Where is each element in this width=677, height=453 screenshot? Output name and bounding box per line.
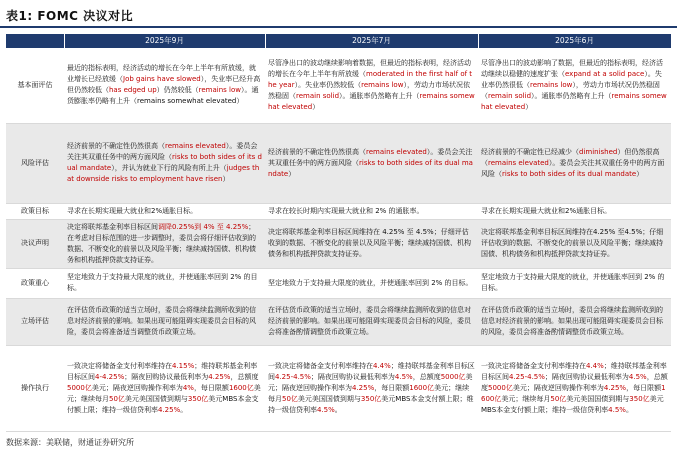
table-title: 表1: FOMC 决议对比 [6, 9, 134, 23]
cell-text: ）。通胀率仍然略有上升（ [531, 91, 612, 100]
cell-text: 美元美国国债到期与 [566, 394, 630, 403]
row-label: 风险评估 [6, 123, 64, 203]
highlighted-text: 4.5% [394, 372, 413, 381]
cell-text: 美元；继续每月 [67, 383, 261, 403]
table-row [6, 123, 671, 203]
cell-text: 美元美国国债到期与 [124, 394, 188, 403]
table-cell [64, 219, 265, 268]
highlighted-text: risks to both sides of its dual mandate [502, 169, 637, 178]
highlighted-text: has edged up [109, 86, 157, 95]
cell-text: ）但仍然很高（ [481, 147, 660, 167]
table-cell [265, 298, 478, 345]
cell-text: 美元MBS本金支付额上限；维持一级信贷利率 [268, 394, 474, 414]
cell-text: 经济前景的不确定性已经减少（ [481, 147, 579, 156]
table-cell [265, 268, 478, 298]
cell-text: 美元MBS本金支付额上限；维持一级信贷利率 [67, 394, 259, 414]
cell-text: 决定将联邦基金利率目标区间维持在 4.25% 至 4.5%； [268, 228, 441, 236]
source-note: 数据来源：美联储，财通证券研究所 [6, 438, 134, 447]
cell-text: 一致决定将储备金支付利率维持在 [481, 361, 586, 370]
cell-text: ，每日限额 [193, 383, 229, 392]
table-row [6, 298, 671, 345]
highlighted-text: moderated in the first half of the year [268, 69, 473, 89]
table-row [6, 203, 671, 219]
cell-text: ）。失业率仍然较低（ [294, 80, 362, 89]
highlighted-text: remain solid [488, 91, 532, 100]
highlighted-text: 4.25% [352, 383, 375, 392]
cell-text: ，总额度 [412, 372, 441, 381]
cell-text: ）仍然较低（ [156, 86, 199, 95]
row-label: 基本面评估 [6, 48, 64, 123]
highlighted-text: 50亿 [109, 394, 125, 403]
table-cell [478, 345, 671, 431]
cell-text: 一致决定将储备金支付利率维持在 [67, 361, 172, 370]
cell-text: 尽管净出口的波动影响了数据，但最近的指标表明，经济活动继续以稳健的速度扩张（ [481, 58, 663, 78]
cell-text: 在评估货币政策的适当立场时，委员会将继续监测所收到的信息对经济前景的影响。如果出现可能阻碍实现委员会目标的风险，委员会将准备酌情调整货币政策立场。 [268, 306, 471, 336]
highlighted-text: remains low [361, 80, 404, 89]
cell-text: ） [312, 102, 320, 111]
table-cell [478, 123, 671, 203]
highlighted-text: judges that downside risks to employment have risen [67, 164, 260, 183]
highlighted-text: 4.25-4.5% [275, 372, 311, 381]
cell-text: 。 [625, 405, 633, 414]
fomc-comparison-table [6, 34, 672, 432]
cell-text: ，总额度 [481, 372, 668, 392]
highlighted-text: 1600亿 [409, 383, 435, 392]
cell-text: 寻求在长期实现最大就业和2%通胀目标。 [481, 206, 612, 215]
header-2025-07: 2025年7月 [265, 34, 478, 48]
table-cell [478, 268, 671, 298]
highlighted-text: 4.25% [603, 383, 627, 392]
table-cell [64, 268, 265, 298]
highlighted-text: 1600亿 [228, 383, 254, 392]
highlighted-text: 5000亿 [488, 383, 513, 392]
highlighted-text: 4.25% [158, 405, 181, 414]
cell-text: 最近的指标表明，经济活动的增长在今年上半年有所放缓，就业增长已经放缓（ [67, 64, 256, 84]
cell-text: ；维持联邦基金利率目标区间 [481, 361, 667, 381]
cell-text: ）。通货膨胀率仍略有上升（remains somewhat elevated） [67, 86, 259, 106]
cell-text: 美元；隔夜逆回购操作利率为 [512, 383, 604, 392]
table-cell [265, 48, 478, 123]
highlighted-text: 4-4.25% [95, 372, 125, 381]
cell-text: ） [525, 102, 533, 111]
highlighted-text: diminished [579, 147, 618, 156]
cell-text: ），并认为就业下行的风险有所上升（ [111, 164, 227, 172]
cell-text: 坚定地致力于支持最大限度的就业，并使通胀率回到 2% 的目标。 [67, 273, 258, 292]
cell-text: 经济前景的不确定性仍然很高（ [67, 142, 165, 150]
highlighted-text: risks to both sides of its dual mandate [67, 153, 262, 172]
highlighted-text: 4% [182, 383, 194, 392]
cell-text: ） [288, 169, 296, 178]
cell-text: ；隔夜回购协议最低利率为 [124, 372, 209, 381]
cell-text: 美元；继续每月 [501, 394, 551, 403]
highlighted-text: 5000亿 [440, 372, 466, 381]
table-row [6, 219, 671, 268]
cell-text: ，每日限额 [374, 383, 410, 392]
cell-text: 美元MBS本金支付额上限；维持一级信贷利率 [481, 394, 664, 414]
cell-text: 仔细评估收到的数据、不断变化的前景以及风险平衡；继续减持国债、机构债务和机构抵押贷款支持证券。 [268, 228, 471, 258]
highlighted-text: 50亿 [282, 394, 298, 403]
cell-text: 寻求在较长时期内实现最大就业和 2% 的通胀率。 [268, 206, 424, 215]
highlighted-text: remain solid [296, 91, 340, 100]
highlighted-text: 4.4% [586, 361, 604, 370]
table-cell [265, 203, 478, 219]
cell-text: ） [636, 169, 644, 178]
table-row [6, 345, 671, 431]
cell-text: 决定将联邦基金利率目标区间 [67, 222, 158, 231]
cell-text: ）。委员会关注其双重任务中的两方面风险（ [67, 142, 258, 161]
table-row [6, 48, 671, 123]
table-cell [64, 345, 265, 431]
cell-text: 一致决定将储备金支付利率维持在 [268, 361, 373, 370]
header-2025-06: 2025年6月 [478, 34, 671, 48]
cell-text: ；在考虑对目标范围的进一步调整时，委员会将仔细评估收到的数据、不断变化的前景以及风险平衡；继续减持国债、机构债务和机构抵押贷款支持证券。 [67, 222, 256, 264]
header-2025-09: 2025年9月 [64, 34, 265, 48]
table-body [6, 48, 671, 431]
cell-text: ）。失业率仍然很低（ [481, 69, 662, 89]
highlighted-text: remains low [530, 80, 573, 89]
highlighted-text: 4.5% [608, 405, 626, 414]
highlighted-text: remains elevated [366, 147, 427, 156]
cell-text: 美元；继续每月 [268, 383, 470, 403]
highlighted-text: remains elevated [165, 142, 226, 150]
header-row [6, 34, 671, 48]
table-row [6, 268, 671, 298]
highlighted-text: 调降0.25%到 4% 至 4.25% [158, 222, 249, 231]
cell-text: ），失业率已经升高但仍然较低（ [67, 75, 261, 95]
highlighted-text: 350亿 [187, 394, 209, 403]
highlighted-text: 350亿 [360, 394, 382, 403]
highlighted-text: 350亿 [629, 394, 650, 403]
cell-text: ）。委员会关注其双重任务中的两方面风险（ [481, 158, 665, 178]
cell-text: ；维持联邦基金利率目标区间 [268, 361, 475, 381]
highlighted-text: remains somewhat elevated [268, 91, 475, 111]
cell-text: ），劳动力市场状况依然稳固（ [268, 80, 470, 100]
row-label: 政策重心 [6, 268, 64, 298]
cell-text: ）。通胀率仍然略有上升（ [339, 91, 420, 100]
row-label: 操作执行 [6, 345, 64, 431]
cell-text: 。 [334, 405, 342, 414]
highlighted-text: 4.5% [317, 405, 335, 414]
cell-text: 坚定地致力于支持最大限度的就业，并使通胀率回到 2% 的目标。 [481, 273, 665, 292]
table-cell [64, 298, 265, 345]
highlighted-text: 4.5% [628, 372, 647, 381]
table-cell [478, 219, 671, 268]
highlighted-text: 4.25% [208, 372, 231, 381]
cell-text: 尽管净出口的波动继续影响着数据，但最近的指标表明，经济活动的增长在今年上半年有所放缓（ [268, 58, 471, 78]
table-cell [478, 48, 671, 123]
highlighted-text: risks to both sides of its dual mandate [268, 158, 473, 178]
table-cell [478, 298, 671, 345]
title-divider [0, 26, 677, 28]
cell-text: 坚定地致力于支持最大限度的就业，并使通胀率回到 2% 的目标。 [268, 278, 473, 287]
table-cell [64, 203, 265, 219]
cell-text: 。 [180, 405, 188, 414]
cell-text: ；维持联邦基金利率目标区间 [67, 361, 258, 381]
cell-text: 在评估货币政策的适当立场时，委员会将继续监测所收到的信息对经济前景的影响。如果出现可能阻碍实现委员会目标的风险，委员会将准备酌情调整货币政策立场。 [481, 306, 663, 336]
table-cell [64, 123, 265, 203]
cell-text: 美元美国国债到期与 [297, 394, 361, 403]
cell-text: 决定将联邦基金利率目标区间维持在4.25% 至4.5%；仔细评估收到的数据、不断变化的前景以及风险平衡；继续减持国债、机构债务和机构抵押贷款支持证券。 [481, 228, 664, 258]
table-cell [265, 123, 478, 203]
cell-text: ），劳动力市场状况仍然稳固（ [481, 80, 660, 100]
table-cell [64, 48, 265, 123]
cell-text: 美元；隔夜逆回购操作利率为 [268, 372, 473, 392]
cell-text: ，总额度 [230, 372, 259, 381]
cell-text: ）。委员会关注其双重任务中的两方面风险（ [268, 147, 473, 167]
table-cell [265, 345, 478, 431]
row-label: 政策目标 [6, 203, 64, 219]
highlighted-text: expand at a solid pace [565, 69, 645, 78]
highlighted-text: 50亿 [550, 394, 567, 403]
cell-text: 经济前景的不确定性仍然很高（ [268, 147, 366, 156]
header-blank [6, 34, 64, 48]
row-label: 决议声明 [6, 219, 64, 268]
cell-text: ；隔夜回购协议最低利率为 [544, 372, 629, 381]
highlighted-text: 5000亿 [67, 383, 92, 392]
table-cell [265, 219, 478, 268]
cell-text: 在评估货币政策的适当立场时，委员会将继续监测所收到的信息对经济前景的影响。如果出现可能阻碍实现委员会目标的风险，委员会将准备适当调整货币政策立场。 [67, 306, 256, 336]
highlighted-text: 4.25-4.5% [509, 372, 545, 381]
cell-text: 寻求在长期实现最大就业和2%通胀目标。 [67, 206, 198, 215]
cell-text: 美元；隔夜逆回购操作利率为 [91, 383, 183, 392]
highlighted-text: 4.15% [172, 361, 195, 370]
highlighted-text: remains somewhat elevated [481, 91, 667, 111]
highlighted-text: remains elevated [488, 158, 549, 167]
highlighted-text: Job gains have slowed [123, 75, 201, 84]
highlighted-text: 1600亿 [481, 383, 666, 403]
highlighted-text: 4.4% [373, 361, 391, 370]
table-cell [478, 203, 671, 219]
cell-text: ，每日限额 [626, 383, 662, 392]
row-label: 立场评估 [6, 298, 64, 345]
cell-text: ；隔夜回购协议最低利率为 [310, 372, 395, 381]
highlighted-text: remains low [198, 86, 242, 95]
cell-text: ） [222, 175, 230, 183]
